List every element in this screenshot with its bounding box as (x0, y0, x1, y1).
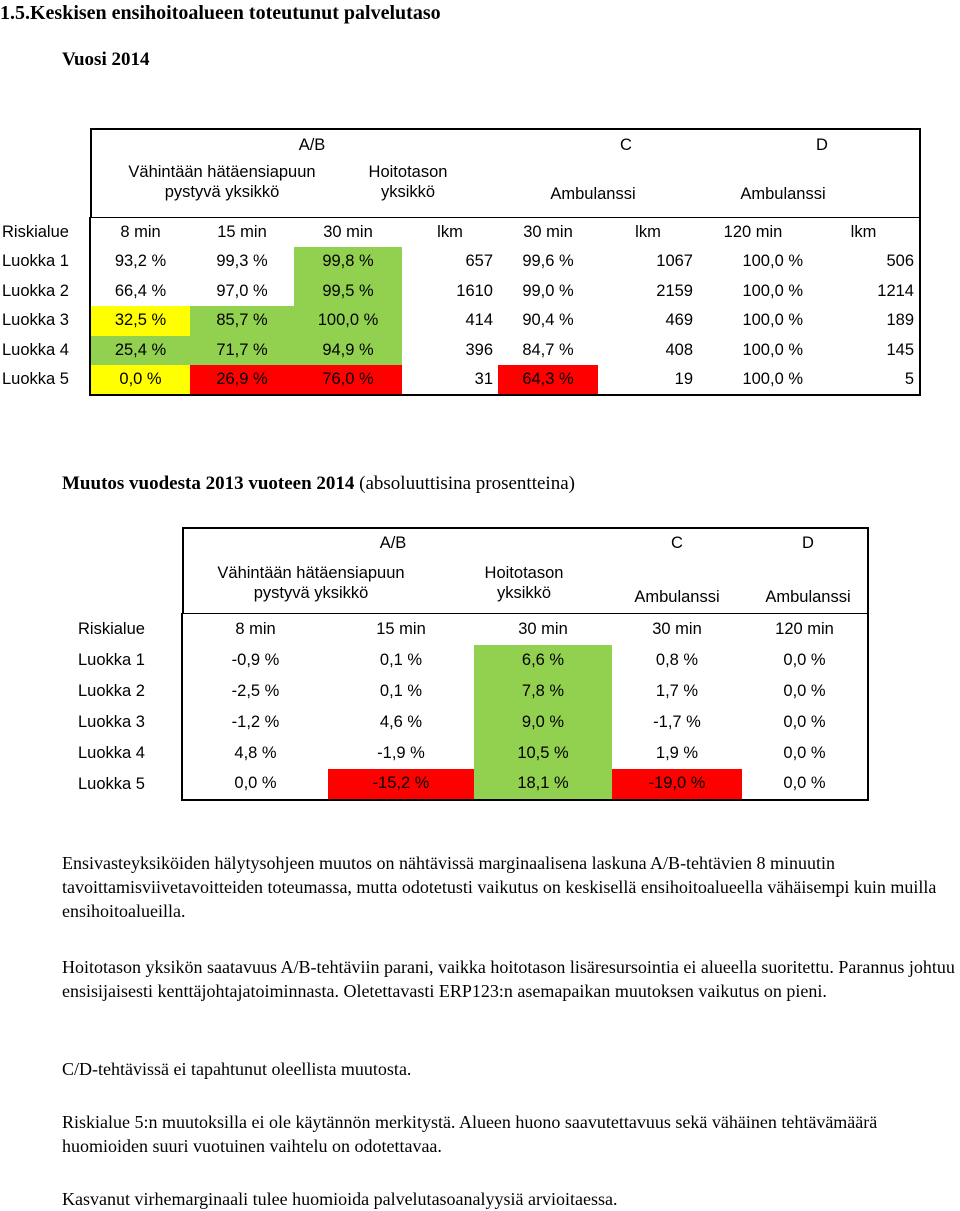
row-label: Luokka 1 (78, 650, 145, 669)
table-cell: 0,8 % (655, 650, 699, 669)
table-cell: 0,0 % (742, 769, 868, 800)
table2-group-d: D (802, 534, 814, 552)
row-label: Luokka 3 (78, 712, 145, 731)
table-cell: 0,1 % (379, 650, 423, 669)
table-cell: 66,4 % (90, 277, 190, 307)
table-cell: 100,0 % (294, 306, 402, 336)
year-title: Vuosi 2014 (62, 49, 150, 70)
table-cell: 657 (465, 252, 493, 271)
column-header: 15 min (328, 614, 474, 645)
table1-sub-vahintaan (96, 162, 348, 202)
table-cell: 100,0 % (742, 252, 803, 271)
table-cell: 0,0 % (742, 645, 868, 676)
column-header: 15 min (190, 218, 294, 248)
paragraph-1: Ensivasteyksiköiden hälytysohjeen muutos on nähtävissä marginaalisena laskuna A/B-tehtävien 8 minuutin tavoittamisviivetavoitteiden toteumassa, mutta odotetusti vaikutus on keskisellä ensihoitoalueella vähäisempi kuin muilla ensihoitoalueilla. (62, 853, 937, 921)
table-cell: 1610 (456, 281, 493, 300)
table1-sub-hoitotason-line1: Hoitotason (368, 163, 448, 181)
table-row (0, 277, 920, 307)
table2-group-c: C (671, 534, 683, 552)
service-level-table-2014 (0, 217, 921, 396)
row-label: Luokka 3 (2, 311, 69, 330)
table2-sub-vahintaan-line1: Vähintään hätäensiapuun (217, 564, 405, 582)
section-heading: 1.5.Keskisen ensihoitoalueen toteutunut palvelutaso (0, 2, 441, 24)
paragraph-5: Kasvanut virhemarginaali tulee huomioida palvelutasoanalyysiä arvioitaessa. (62, 1189, 618, 1209)
table-cell: 0,0 % (182, 769, 328, 800)
change-subtitle-bold: Muutos vuodesta 2013 vuoteen 2014 (62, 473, 355, 494)
row-label: Luokka 2 (78, 681, 145, 700)
table-cell: 85,7 % (190, 306, 294, 336)
row-label: Luokka 4 (78, 743, 145, 762)
table-cell: 0,1 % (379, 681, 423, 700)
table-cell: 99,0 % (522, 281, 574, 300)
table-cell: 100,0 % (742, 340, 803, 359)
table-cell: 10,5 % (474, 738, 612, 769)
change-table-2013-2014 (76, 613, 869, 801)
table-cell: 99,6 % (522, 252, 574, 271)
column-header: 30 min (294, 218, 402, 248)
table-cell: 0,0 % (90, 365, 190, 395)
table-cell: 93,2 % (90, 247, 190, 277)
column-header: 120 min (698, 218, 808, 248)
paragraph-3: C/D-tehtävissä ei tapahtunut oleellista muutosta. (62, 1059, 412, 1079)
table-row (0, 306, 920, 336)
table1-sub-ambulanssi-d: Ambulanssi (740, 185, 826, 203)
table-cell: 1,7 % (655, 681, 699, 700)
column-header: 8 min (182, 614, 328, 645)
table-cell: 1214 (808, 277, 920, 307)
table-cell: 2159 (656, 281, 693, 300)
table-cell: 469 (665, 311, 693, 330)
column-header: lkm (402, 218, 498, 248)
column-header: lkm (598, 218, 698, 248)
table-cell: 25,4 % (90, 336, 190, 366)
table-cell: 84,7 % (522, 340, 574, 359)
table-cell: 100,0 % (698, 365, 808, 395)
table-cell: 71,7 % (190, 336, 294, 366)
table-row (76, 738, 868, 769)
column-header: 120 min (742, 614, 868, 645)
table1-group-ab: A/B (298, 136, 326, 154)
column-header: 30 min (474, 614, 612, 645)
table-cell: 32,5 % (90, 306, 190, 336)
paragraph-2: Hoitotason yksikön saatavuus A/B-tehtäviin parani, vaikka hoitotason lisäresursointia ei alueella suoritettu. Parannus johtuu ensisijaisesti kenttäjohtajatoiminnasta. Oletettavasti ERP123:n asemapaikan muutoksen vaikutus on pieni. (62, 957, 955, 1001)
table-cell: 7,8 % (474, 676, 612, 707)
change-subtitle (62, 473, 575, 495)
table-cell: -1,7 % (653, 712, 701, 731)
table-cell: 9,0 % (474, 707, 612, 738)
table-cell: 6,6 % (474, 645, 612, 676)
table-cell: -2,5 % (182, 676, 328, 707)
table-cell: 100,0 % (742, 281, 803, 300)
table-row (76, 676, 868, 707)
table-cell: 19 (598, 365, 698, 395)
table1-sub-hoitotason-line2: yksikkö (380, 183, 436, 201)
table-cell: 99,5 % (294, 277, 402, 307)
table-cell: 97,0 % (216, 281, 268, 300)
table-cell: 26,9 % (190, 365, 294, 395)
table2-group-ab: A/B (379, 534, 407, 552)
column-header: 8 min (90, 218, 190, 248)
table2-sub-hoitotason-line1: Hoitotason (484, 564, 564, 582)
table1-sub-vahintaan-line1: Vähintään hätäensiapuun (128, 163, 316, 181)
table-cell: 0,0 % (742, 707, 868, 738)
table-cell: 100,0 % (742, 311, 803, 330)
column-header-riskialue: Riskialue (2, 222, 69, 241)
column-header: 30 min (612, 614, 742, 645)
table-cell: -19,0 % (612, 769, 742, 800)
paragraph-4: Riskialue 5:n muutoksilla ei ole käytännön merkitystä. Alueen huono saavutettavuus sekä vähäinen tehtävämäärä huomioiden suuri vuotuinen vaihtelu on odotettavaa. (62, 1112, 878, 1156)
table1-group-d: D (816, 136, 828, 154)
table-cell: 64,3 % (498, 365, 598, 395)
column-header-riskialue: Riskialue (78, 619, 145, 638)
table-cell: 5 (808, 365, 920, 395)
table-cell: -1,9 % (377, 743, 425, 762)
table-cell: -1,2 % (182, 707, 328, 738)
table2-sub-hoitotason-line2: yksikkö (496, 584, 552, 602)
table1-sub-ambulanssi-c: Ambulanssi (550, 185, 636, 203)
table-cell: 396 (465, 340, 493, 359)
table-row (0, 247, 920, 277)
row-label: Luokka 4 (2, 340, 69, 359)
table-cell: 0,0 % (742, 676, 868, 707)
column-header: 30 min (498, 218, 598, 248)
table-cell: 1,9 % (655, 743, 699, 762)
row-label: Luokka 5 (2, 370, 69, 389)
table-row (0, 336, 920, 366)
table1-sub-hoitotason (338, 162, 478, 202)
table-cell: -0,9 % (182, 645, 328, 676)
table-cell: -15,2 % (328, 769, 474, 800)
change-subtitle-rest: (absoluuttisina prosentteina) (354, 473, 575, 494)
table-cell: 408 (665, 340, 693, 359)
table2-sub-ambulanssi-c: Ambulanssi (634, 588, 720, 606)
table2-sub-hoitotason (459, 563, 589, 603)
table-cell: 414 (465, 311, 493, 330)
table-cell: 94,9 % (294, 336, 402, 366)
table-cell: 145 (808, 336, 920, 366)
table2-sub-vahintaan (186, 563, 436, 603)
table-row (76, 769, 868, 800)
table-cell: 506 (808, 247, 920, 277)
table-cell: 99,3 % (216, 252, 268, 271)
table-cell: 4,8 % (182, 738, 328, 769)
table-cell: 90,4 % (522, 311, 574, 330)
table-cell: 0,0 % (742, 738, 868, 769)
table1-sub-vahintaan-line2: pystyvä yksikkö (164, 183, 280, 201)
table-row (0, 365, 920, 395)
table1-group-c: C (620, 136, 632, 154)
table-cell: 18,1 % (474, 769, 612, 800)
table-row (76, 707, 868, 738)
row-label: Luokka 1 (2, 252, 69, 271)
table-cell: 76,0 % (294, 365, 402, 395)
table-cell: 99,8 % (294, 247, 402, 277)
table2-sub-ambulanssi-d: Ambulanssi (765, 588, 851, 606)
table-cell: 189 (808, 306, 920, 336)
table-row (76, 645, 868, 676)
row-label: Luokka 2 (2, 281, 69, 300)
table-cell: 4,6 % (379, 712, 423, 731)
table-cell: 1067 (656, 252, 693, 271)
table2-sub-vahintaan-line2: pystyvä yksikkö (253, 584, 369, 602)
row-label: Luokka 5 (78, 774, 145, 793)
table-cell: 31 (402, 365, 498, 395)
column-header: lkm (808, 218, 920, 248)
